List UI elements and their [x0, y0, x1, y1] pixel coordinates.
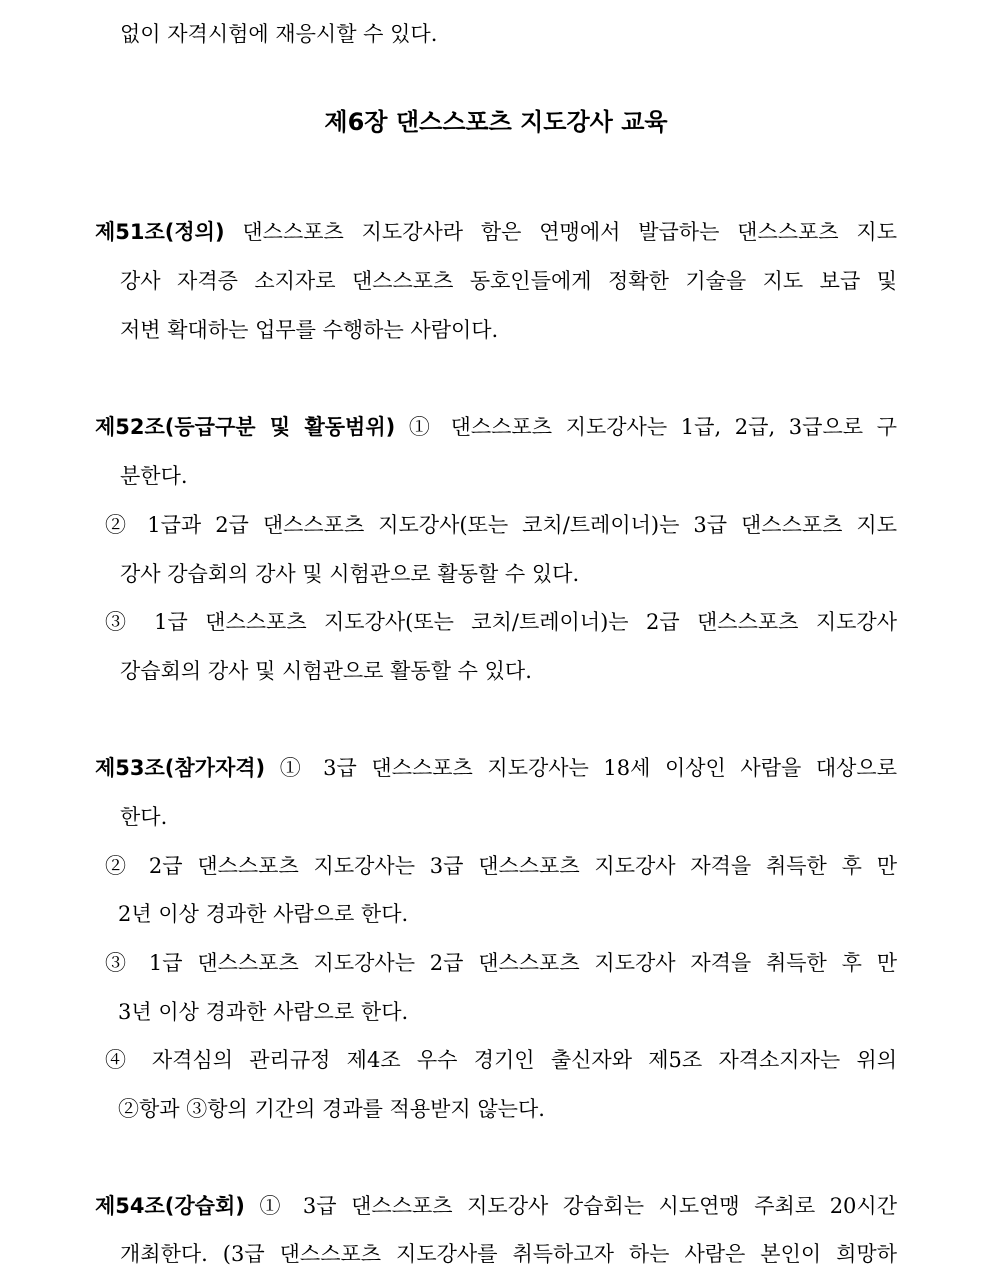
article-line: [95, 754, 897, 782]
article-line: 강사 자격증 소지자로 댄스스포츠 동호인들에게 정확한 기술을 지도 보급 및: [120, 269, 897, 293]
article-heading: 제54조(강습회): [95, 1194, 245, 1218]
article-line: 강사 강습회의 강사 및 시험관으로 활동할 수 있다.: [120, 562, 580, 586]
article-line: ② 2급 댄스스포츠 지도강사는 3급 댄스스포츠 지도강사 자격을 취득한 후 만: [105, 854, 897, 878]
article-line: 저변 확대하는 업무를 수행하는 사람이다.: [120, 318, 499, 342]
article-line: 강습회의 강사 및 시험관으로 활동할 수 있다.: [120, 659, 532, 683]
article-heading: 제53조(참가자격): [95, 756, 266, 780]
article-line: ③ 1급 댄스스포츠 지도강사는 2급 댄스스포츠 지도강사 자격을 취득한 후 만: [105, 951, 897, 975]
article-line: ② 1급과 2급 댄스스포츠 지도강사(또는 코치/트레이너)는 3급 댄스스포츠 지도: [105, 513, 897, 537]
article-line: ③ 1급 댄스스포츠 지도강사(또는 코치/트레이너)는 2급 댄스스포츠 지도강사: [105, 610, 897, 634]
article-line: ④ 자격심의 관리규정 제4조 우수 경기인 출신자와 제5조 자격소지자는 위의: [105, 1048, 897, 1072]
article-text: 댄스스포츠 지도강사라 함은 연맹에서 발급하는 댄스스포츠 지도: [242, 220, 897, 244]
article-text: ① 3급 댄스스포츠 지도강사 강습회는 시도연맹 주최로 20시간: [259, 1194, 897, 1218]
article-line: 3년 이상 경과한 사람으로 한다.: [118, 1000, 409, 1024]
article-line: [95, 1192, 897, 1220]
article-text: ① 3급 댄스스포츠 지도강사는 18세 이상인 사람을 대상으로: [279, 756, 897, 780]
article-line: 개최한다. (3급 댄스스포츠 지도강사를 취득하고자 하는 사람은 본인이 희망하: [120, 1242, 897, 1266]
article-line: 한다.: [120, 805, 168, 829]
article-line: ②항과 ③항의 기간의 경과를 적용받지 않는다.: [118, 1097, 545, 1121]
article-heading: 제51조(정의): [95, 220, 225, 244]
article-line: [95, 218, 897, 246]
chapter-title: 제6장 댄스스포츠 지도강사 교육: [324, 108, 668, 136]
article-line: [95, 413, 897, 441]
article-line: 2년 이상 경과한 사람으로 한다.: [118, 902, 409, 926]
article-line: 분한다.: [120, 464, 188, 488]
article-text: ① 댄스스포츠 지도강사는 1급, 2급, 3급으로 구: [408, 415, 897, 439]
article-heading: 제52조(등급구분 및 활동범위): [95, 415, 396, 439]
continuation-text: 없이 자격시험에 재응시할 수 있다.: [120, 22, 438, 46]
